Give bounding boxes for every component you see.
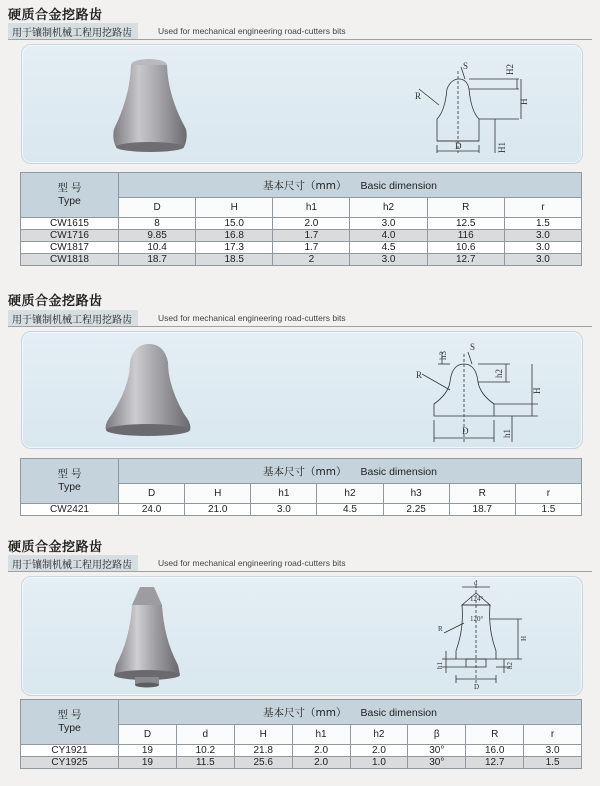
label-H: H [520,635,528,641]
value-cell: 10.4 [119,242,196,254]
column-header: h2 [350,725,408,745]
value-cell: 1.5 [515,504,581,516]
type-header [21,459,119,504]
spec-table [20,172,582,266]
column-header: H [234,725,292,745]
label-d: d [474,579,478,587]
column-header: h1 [292,725,350,745]
label-R: R [438,625,443,633]
type-header-cn: 型 号 [57,709,82,721]
value-cell: 2.0 [292,745,350,757]
value-cell: 12.7 [466,757,524,769]
dimension-group-header [119,173,582,198]
divider [8,39,592,40]
value-cell: 18.7 [449,504,515,516]
group-header-en: Basic dimension [360,706,437,719]
value-cell: 25.6 [234,757,292,769]
product-panel [21,331,583,449]
type-header-en: Type [58,481,81,493]
value-cell: 30° [408,757,466,769]
column-header: β [408,725,466,745]
value-cell: 3.0 [504,242,581,254]
column-header: H [196,198,273,218]
value-cell: 3.0 [524,745,582,757]
table-row [21,242,582,254]
subtitle-cn: 用于镶制机械工程用挖路齿 [8,555,138,572]
label-h2: h2 [494,369,504,378]
value-cell: 21.8 [234,745,292,757]
value-cell: 3.0 [350,218,427,230]
product-image [104,57,204,157]
label-angle-124: 124° [470,595,484,603]
subtitle-row [8,311,346,325]
section-title: 硬质合金挖路齿 [8,8,103,23]
value-cell: 4.5 [317,504,383,516]
divider [8,571,592,572]
label-D: D [474,683,480,691]
group-header-cn: 基本尺寸（mm） [263,179,347,192]
section-1 [0,0,600,290]
column-header: D [119,484,185,504]
type-header [21,173,119,218]
value-cell: 19 [119,745,177,757]
subtitle-en: Used for mechanical engineering road-cutters bits [158,313,346,323]
type-cell: CW2421 [21,504,119,516]
value-cell: 1.5 [524,757,582,769]
dimension-group-header [119,459,582,484]
column-header: h1 [273,198,350,218]
value-cell: 16.0 [466,745,524,757]
label-h1: h1 [436,662,444,669]
subtitle-row [8,24,346,38]
table-row [21,230,582,242]
column-header: r [515,484,581,504]
type-header-en: Type [58,195,81,207]
value-cell: 1.0 [350,757,408,769]
column-header: R [427,198,504,218]
spec-table [20,458,582,516]
label-R: R [416,370,423,380]
label-h1: h1 [502,429,512,438]
value-cell: 2.0 [273,218,350,230]
value-cell: 17.3 [196,242,273,254]
type-cell: CY1921 [21,745,119,757]
value-cell: 12.7 [427,254,504,266]
value-cell: 12.5 [427,218,504,230]
group-header-cn: 基本尺寸（mm） [263,706,347,719]
label-H: H [519,98,529,105]
value-cell: 18.5 [196,254,273,266]
label-h2: H2 [505,64,515,75]
subtitle-cn: 用于镶制机械工程用挖路齿 [8,310,138,327]
value-cell: 2.0 [292,757,350,769]
value-cell: 19 [119,757,177,769]
value-cell: 3.0 [350,254,427,266]
table-row [21,254,582,266]
subtitle-row [8,556,346,570]
label-H: H [532,387,542,394]
column-header: r [524,725,582,745]
value-cell: 2.0 [350,745,408,757]
divider [8,326,592,327]
type-cell: CW1716 [21,230,119,242]
subtitle-cn: 用于镶制机械工程用挖路齿 [8,23,138,40]
table-row [21,757,582,769]
column-header: D [119,725,177,745]
group-header-en: Basic dimension [360,465,437,478]
technical-drawing [402,334,542,446]
value-cell: 30° [408,745,466,757]
label-s: S [463,61,469,71]
type-header [21,700,119,745]
value-cell: 18.7 [119,254,196,266]
value-cell: 3.0 [251,504,317,516]
column-header: d [176,725,234,745]
value-cell: 4.5 [350,242,427,254]
technical-drawing [409,49,529,157]
type-cell: CY1925 [21,757,119,769]
value-cell: 10.6 [427,242,504,254]
technical-drawing [422,579,532,691]
value-cell: 10.2 [176,745,234,757]
table-row [21,745,582,757]
value-cell: 1.7 [273,230,350,242]
subtitle-en: Used for mechanical engineering road-cutters bits [158,26,346,36]
label-D: D [455,141,462,151]
value-cell: 2.25 [383,504,449,516]
value-cell: 3.0 [504,254,581,266]
value-cell: 3.0 [504,230,581,242]
value-cell: 16.8 [196,230,273,242]
type-cell: CW1615 [21,218,119,230]
value-cell: 15.0 [196,218,273,230]
column-header: h2 [317,484,383,504]
type-cell: CW1818 [21,254,119,266]
value-cell: 1.7 [273,242,350,254]
value-cell: 24.0 [119,504,185,516]
label-s: S [470,342,476,352]
column-header: R [466,725,524,745]
product-image [94,340,204,444]
label-h3: h3 [438,351,448,360]
type-header-cn: 型 号 [57,182,82,194]
label-R: R [415,91,422,101]
table-row [21,218,582,230]
type-cell: CW1817 [21,242,119,254]
product-panel [21,44,583,164]
value-cell: 8 [119,218,196,230]
column-header: h1 [251,484,317,504]
value-cell: 2 [273,254,350,266]
dimension-group-header [119,700,582,725]
value-cell: 1.5 [504,218,581,230]
section-3 [0,534,600,786]
label-h1: H1 [497,142,507,153]
value-cell: 9.85 [119,230,196,242]
spec-table [20,699,582,769]
group-header-cn: 基本尺寸（mm） [263,465,347,478]
label-h2: h2 [506,662,514,669]
value-cell: 11.5 [176,757,234,769]
section-title: 硬质合金挖路齿 [8,294,103,309]
column-header: H [185,484,251,504]
group-header-en: Basic dimension [360,179,437,192]
type-header-cn: 型 号 [57,468,82,480]
product-panel [21,576,583,696]
section-title: 硬质合金挖路齿 [8,540,103,555]
section-2 [0,290,600,530]
value-cell: 4.0 [350,230,427,242]
table-row [21,504,582,516]
value-cell: 116 [427,230,504,242]
column-header: h3 [383,484,449,504]
product-image [102,583,192,691]
column-header: D [119,198,196,218]
column-header: r [504,198,581,218]
label-angle-120: 120° [470,615,484,623]
label-D: D [462,426,469,436]
type-header-en: Type [58,722,81,734]
subtitle-en: Used for mechanical engineering road-cutters bits [158,558,346,568]
column-header: R [449,484,515,504]
column-header: h2 [350,198,427,218]
value-cell: 21.0 [185,504,251,516]
